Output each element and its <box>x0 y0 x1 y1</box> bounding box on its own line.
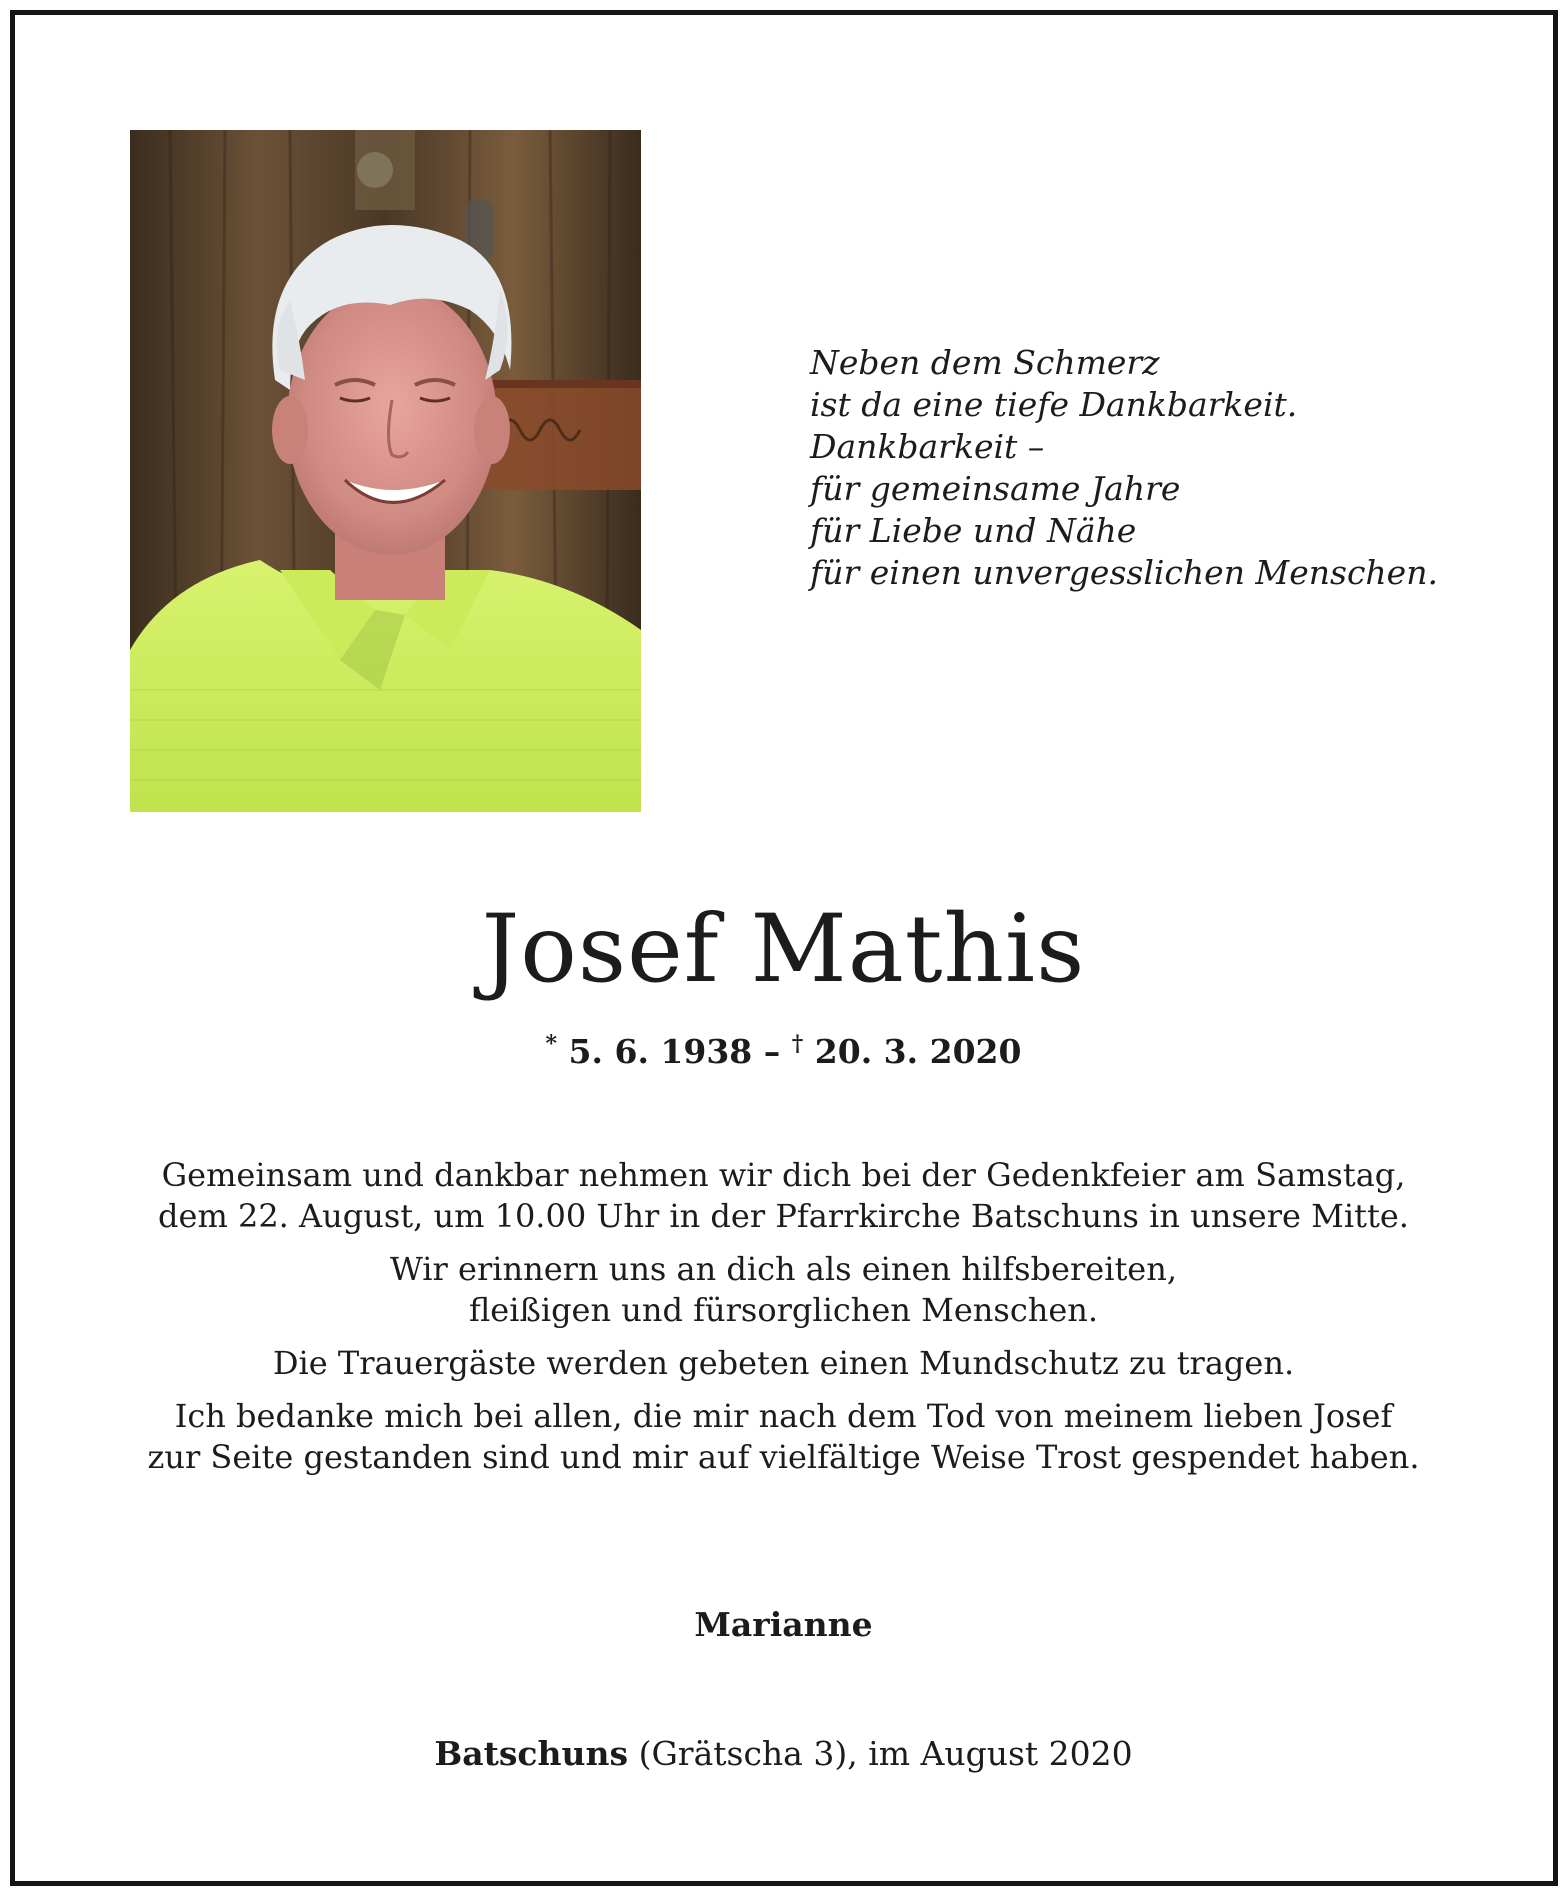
quote-line: Dankbarkeit – <box>810 427 1045 466</box>
text-line: fleißigen und fürsorglichen Menschen. <box>468 1291 1099 1329</box>
text-line: Die Trauergäste werden gebeten einen Mundschutz zu tragen. <box>272 1344 1295 1382</box>
place-town: Batschuns <box>434 1734 629 1773</box>
deceased-name: Josef Mathis <box>481 895 1086 1004</box>
death-symbol: † <box>791 1031 804 1057</box>
announcement-text <box>60 1155 1507 1490</box>
signature: Marianne <box>694 1605 873 1644</box>
text-line: dem 22. August, um 10.00 Uhr in der Pfarrkirche Batschuns in unsere Mitte. <box>158 1197 1409 1235</box>
place-and-date <box>0 1732 1567 1776</box>
paragraph-remembrance <box>60 1249 1507 1331</box>
text-line: Ich bedanke mich bei allen, die mir nach dem Tod von meinem lieben Josef <box>174 1397 1393 1435</box>
date-separator: – <box>752 1032 792 1071</box>
text-line: Wir erinnern uns an dich als einen hilfsbereiten, <box>389 1250 1178 1288</box>
portrait-photo <box>130 130 641 812</box>
birth-date: 5. 6. 1938 <box>568 1032 753 1071</box>
text-line: zur Seite gestanden sind und mir auf vielfältige Weise Trost gespendet haben. <box>147 1438 1420 1476</box>
life-dates <box>0 1030 1567 1074</box>
paragraph-memorial-service <box>60 1155 1507 1237</box>
text-line: Gemeinsam und dankbar nehmen wir dich bei der Gedenkfeier am Samstag, <box>161 1156 1406 1194</box>
quote-line: für Liebe und Nähe <box>810 511 1137 550</box>
memorial-quote <box>810 342 1450 594</box>
quote-line: für gemeinsame Jahre <box>810 469 1181 508</box>
paragraph-mask-notice <box>60 1343 1507 1384</box>
quote-line: Neben dem Schmerz <box>810 343 1160 382</box>
paragraph-thanks <box>60 1396 1507 1478</box>
quote-line: ist da eine tiefe Dankbarkeit. <box>810 385 1298 424</box>
place-details: (Grätscha 3), im August 2020 <box>628 1734 1133 1773</box>
quote-line: für einen unvergesslichen Menschen. <box>810 553 1438 592</box>
birth-symbol: * <box>545 1031 558 1057</box>
death-date: 20. 3. 2020 <box>814 1032 1022 1071</box>
